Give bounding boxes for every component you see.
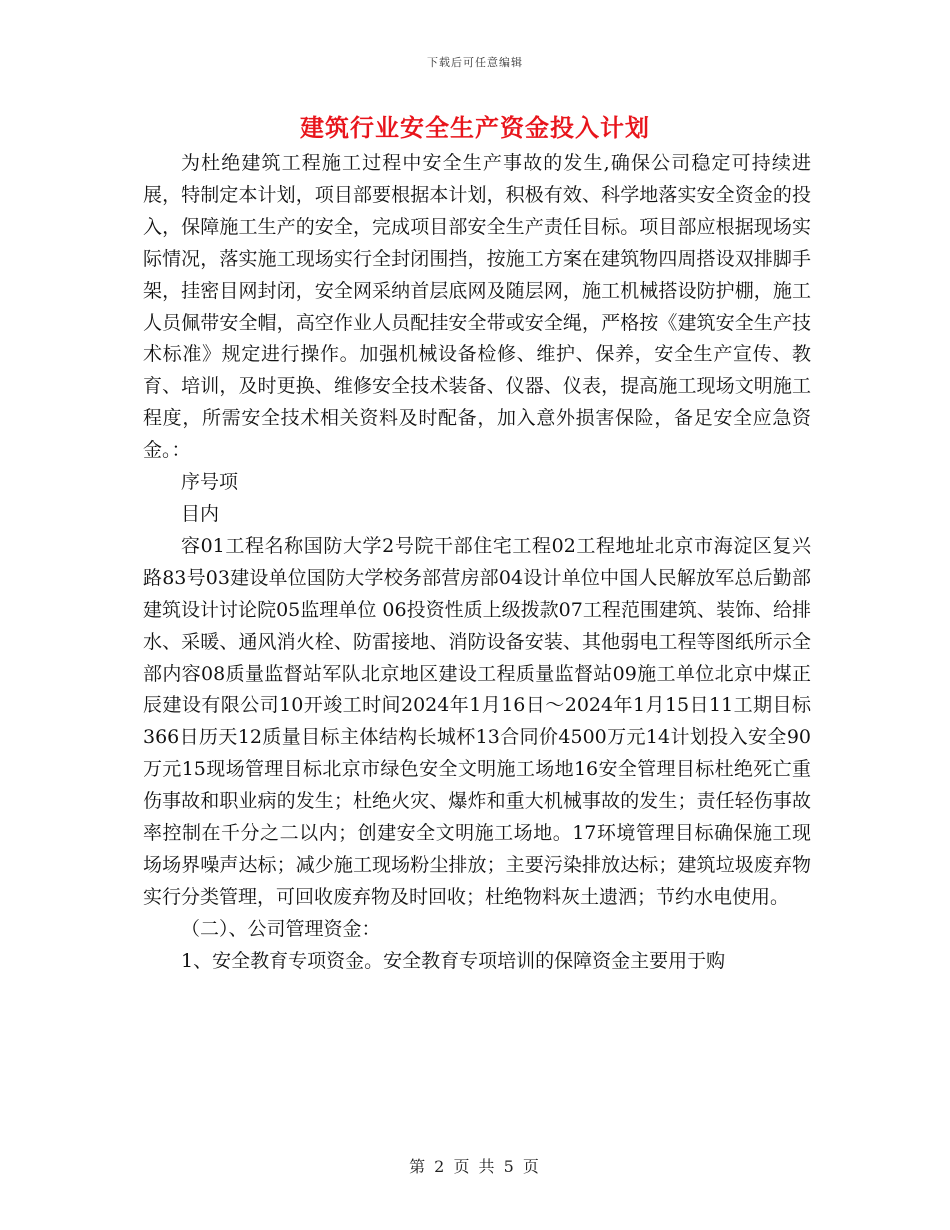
header-note: 下载后可任意编辑 (427, 56, 523, 69)
section-heading: （二）、公司管理资金： (181, 917, 381, 940)
document-body (143, 148, 811, 978)
document-title: 建筑行业安全生产资金投入计划 (300, 113, 650, 142)
project-details-paragraph: 容01工程名称国防大学2号院干部住宅工程02工程地址北京市海淀区复兴路83号03建设单位国防大学校务部营房部04设计单位中国人民解放军总后勤部建筑设计讨论院05监理单位 06投资性质上级拨款07工程范围建筑、装饰、给排水、采暖、通风消火栓、防雷接地、消防设备安装、其他弱电工程等图纸所示全部内容08质量监督站军队北京地区建设工程质量监督站09施工单位北京中煤正辰建设有限公司10开竣工时间2024年1月16日～2024年1月15日11工期目标366日历天12质量目标主体结构长城杯13合同价4500万元14计划投入安全90万元15现场管理目标北京市绿色安全文明施工场地16安全管理目标杜绝死亡重伤事故和职业病的发生；杜绝火灾、爆炸和重大机械事故的发生；责任轻伤事故率控制在千分之二以内；创建安全文明施工场地。17环境管理目标确保施工现场场界噪声达标；减少施工现场粉尘排放；主要污染排放达标；建筑垃圾废弃物实行分类管理，可回收废弃物及时回收；杜绝物料灰土遗洒；节约水电使用。 (143, 534, 811, 908)
section-paragraph: 1、安全教育专项资金。安全教育专项培训的保障资金主要用于购 (181, 949, 726, 972)
intro-paragraph: 为杜绝建筑工程施工过程中安全生产事故的发生,确保公司稳定可持续进展，特制定本计划，项目部要根据本计划，积极有效、科学地落实安全资金的投入，保障施工生产的安全，完成项目部安全生产责任目标。项目部应根据现场实际情况，落实施工现场实行全封闭围挡，按施工方案在建筑物四周搭设双排脚手架，挂密目网封闭，安全网采纳首层底网及随层网，施工机械搭设防护棚，施工人员佩带安全帽，高空作业人员配挂安全带或安全绳，严格按《建筑安全生产技术标准》规定进行操作。加强机械设备检修、维护、保养，安全生产宣传、教育、培训，及时更换、维修安全技术装备、仪器、仪表，提高施工现场文明施工程度，所需安全技术相关资料及时配备，加入意外损害保险，备足安全应急资金。： (143, 152, 811, 462)
page-number-footer: 第 2 页 共 5 页 (409, 1157, 541, 1176)
table-header-line-1: 序号项 (181, 471, 239, 494)
table-header-line-2: 目内 (181, 502, 220, 525)
